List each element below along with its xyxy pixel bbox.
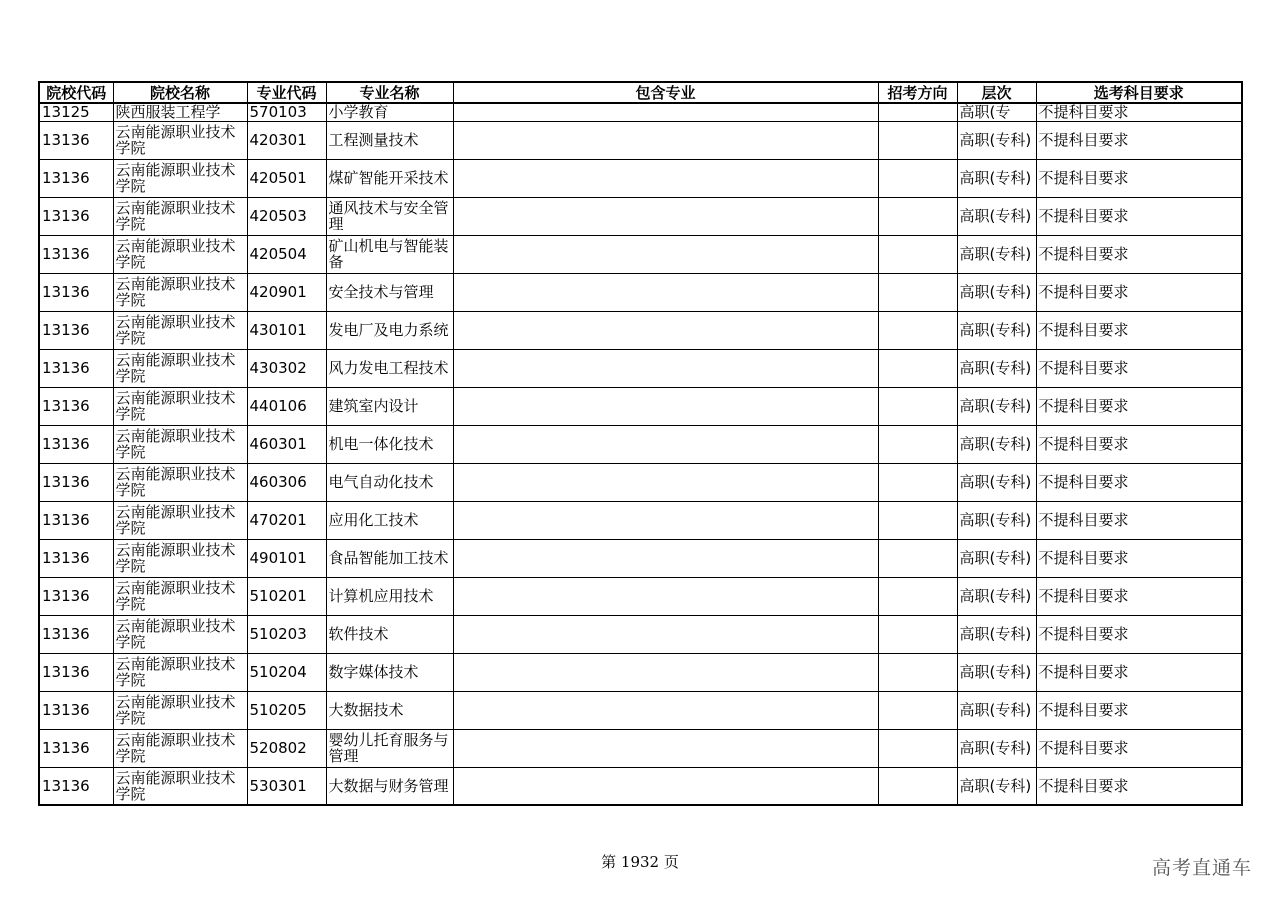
cell-direction <box>878 615 957 653</box>
cell-major-name: 大数据技术 <box>326 691 453 729</box>
cell-level: 高职(专科) <box>957 159 1036 197</box>
cell-included-majors <box>453 235 878 273</box>
cell-school-name: 陕西服装工程学 <box>113 103 247 121</box>
cell-level: 高职(专科) <box>957 501 1036 539</box>
cell-major-name: 建筑室内设计 <box>326 387 453 425</box>
cell-school-name: 云南能源职业技术学院 <box>113 235 247 273</box>
cell-school-name: 云南能源职业技术学院 <box>113 349 247 387</box>
cell-level: 高职(专科) <box>957 235 1036 273</box>
cell-school-name: 云南能源职业技术学院 <box>113 311 247 349</box>
cell-major-code: 510204 <box>247 653 326 691</box>
cell-major-name: 安全技术与管理 <box>326 273 453 311</box>
header-subject-requirement: 选考科目要求 <box>1036 82 1242 103</box>
cell-direction <box>878 463 957 501</box>
cell-school-name: 云南能源职业技术学院 <box>113 501 247 539</box>
cell-level: 高职(专科) <box>957 425 1036 463</box>
table-row <box>39 387 1242 425</box>
cell-major-code: 470201 <box>247 501 326 539</box>
cell-direction <box>878 349 957 387</box>
cell-included-majors <box>453 349 878 387</box>
cell-major-code: 420504 <box>247 235 326 273</box>
cell-major-code: 510205 <box>247 691 326 729</box>
cell-major-name: 婴幼儿托育服务与管理 <box>326 729 453 767</box>
table-row <box>39 425 1242 463</box>
cell-level: 高职(专科) <box>957 615 1036 653</box>
cell-school-code: 13136 <box>39 501 113 539</box>
cell-major-name: 小学教育 <box>326 103 453 121</box>
cell-major-code: 440106 <box>247 387 326 425</box>
table-row <box>39 197 1242 235</box>
cell-school-name: 云南能源职业技术学院 <box>113 159 247 197</box>
cell-school-code: 13136 <box>39 159 113 197</box>
cell-major-name: 大数据与财务管理 <box>326 767 453 805</box>
cell-major-name: 软件技术 <box>326 615 453 653</box>
cell-major-name: 风力发电工程技术 <box>326 349 453 387</box>
cell-major-code: 510201 <box>247 577 326 615</box>
table-row <box>39 121 1242 159</box>
cell-direction <box>878 729 957 767</box>
cell-level: 高职(专科) <box>957 729 1036 767</box>
cell-subject-requirement: 不提科目要求 <box>1036 653 1242 691</box>
cell-subject-requirement: 不提科目要求 <box>1036 235 1242 273</box>
cell-major-name: 数字媒体技术 <box>326 653 453 691</box>
cell-major-name: 发电厂及电力系统 <box>326 311 453 349</box>
table-row <box>39 349 1242 387</box>
cell-included-majors <box>453 311 878 349</box>
cell-direction <box>878 197 957 235</box>
cell-major-code: 430101 <box>247 311 326 349</box>
table-row <box>39 103 1242 121</box>
cell-school-name: 云南能源职业技术学院 <box>113 121 247 159</box>
cell-school-name: 云南能源职业技术学院 <box>113 615 247 653</box>
cell-included-majors <box>453 767 878 805</box>
cell-school-name: 云南能源职业技术学院 <box>113 425 247 463</box>
cell-school-code: 13136 <box>39 539 113 577</box>
cell-major-name: 机电一体化技术 <box>326 425 453 463</box>
cell-school-name: 云南能源职业技术学院 <box>113 577 247 615</box>
cell-direction <box>878 539 957 577</box>
cell-major-code: 420503 <box>247 197 326 235</box>
cell-major-code: 530301 <box>247 767 326 805</box>
header-row <box>39 82 1242 103</box>
cell-included-majors <box>453 387 878 425</box>
cell-subject-requirement: 不提科目要求 <box>1036 425 1242 463</box>
cell-school-code: 13136 <box>39 387 113 425</box>
table-row <box>39 691 1242 729</box>
table-row <box>39 501 1242 539</box>
cell-subject-requirement: 不提科目要求 <box>1036 577 1242 615</box>
cell-included-majors <box>453 159 878 197</box>
cell-major-code: 430302 <box>247 349 326 387</box>
page-number: 第 1932 页 <box>601 853 679 871</box>
cell-direction <box>878 767 957 805</box>
table-row <box>39 235 1242 273</box>
cell-direction <box>878 387 957 425</box>
cell-school-code: 13136 <box>39 349 113 387</box>
cell-included-majors <box>453 577 878 615</box>
cell-school-code: 13136 <box>39 729 113 767</box>
cell-school-code: 13136 <box>39 767 113 805</box>
table-row <box>39 729 1242 767</box>
cell-direction <box>878 691 957 729</box>
cell-subject-requirement: 不提科目要求 <box>1036 691 1242 729</box>
table-row <box>39 615 1242 653</box>
cell-subject-requirement: 不提科目要求 <box>1036 729 1242 767</box>
cell-major-code: 420501 <box>247 159 326 197</box>
cell-included-majors <box>453 615 878 653</box>
cell-school-name: 云南能源职业技术学院 <box>113 463 247 501</box>
cell-subject-requirement: 不提科目要求 <box>1036 311 1242 349</box>
cell-school-code: 13136 <box>39 425 113 463</box>
table-row <box>39 539 1242 577</box>
cell-subject-requirement: 不提科目要求 <box>1036 615 1242 653</box>
cell-level: 高职(专科) <box>957 691 1036 729</box>
cell-major-name: 通风技术与安全管理 <box>326 197 453 235</box>
cell-school-name: 云南能源职业技术学院 <box>113 729 247 767</box>
cell-school-name: 云南能源职业技术学院 <box>113 387 247 425</box>
cell-subject-requirement: 不提科目要求 <box>1036 463 1242 501</box>
cell-level: 高职(专 <box>957 103 1036 121</box>
cell-subject-requirement: 不提科目要求 <box>1036 197 1242 235</box>
cell-included-majors <box>453 273 878 311</box>
cell-major-code: 460306 <box>247 463 326 501</box>
cell-school-code: 13136 <box>39 577 113 615</box>
table-row <box>39 653 1242 691</box>
table-row <box>39 577 1242 615</box>
cell-school-name: 云南能源职业技术学院 <box>113 197 247 235</box>
header-included-majors: 包含专业 <box>453 82 878 103</box>
cell-major-name: 工程测量技术 <box>326 121 453 159</box>
admissions-table <box>38 81 1243 806</box>
cell-subject-requirement: 不提科目要求 <box>1036 121 1242 159</box>
cell-school-name: 云南能源职业技术学院 <box>113 539 247 577</box>
cell-school-code: 13136 <box>39 197 113 235</box>
cell-major-name: 食品智能加工技术 <box>326 539 453 577</box>
cell-level: 高职(专科) <box>957 273 1036 311</box>
cell-direction <box>878 103 957 121</box>
cell-included-majors <box>453 653 878 691</box>
cell-major-name: 电气自动化技术 <box>326 463 453 501</box>
cell-school-code: 13136 <box>39 273 113 311</box>
cell-school-name: 云南能源职业技术学院 <box>113 653 247 691</box>
table-row <box>39 311 1242 349</box>
cell-school-code: 13136 <box>39 121 113 159</box>
cell-school-name: 云南能源职业技术学院 <box>113 691 247 729</box>
table-row <box>39 159 1242 197</box>
header-level: 层次 <box>957 82 1036 103</box>
cell-level: 高职(专科) <box>957 121 1036 159</box>
cell-direction <box>878 235 957 273</box>
header-major-code: 专业代码 <box>247 82 326 103</box>
cell-level: 高职(专科) <box>957 349 1036 387</box>
table-row <box>39 463 1242 501</box>
cell-subject-requirement: 不提科目要求 <box>1036 349 1242 387</box>
table-row <box>39 767 1242 805</box>
cell-direction <box>878 311 957 349</box>
cell-included-majors <box>453 691 878 729</box>
cell-school-code: 13136 <box>39 311 113 349</box>
cell-direction <box>878 653 957 691</box>
cell-major-code: 490101 <box>247 539 326 577</box>
header-direction: 招考方向 <box>878 82 957 103</box>
cell-direction <box>878 501 957 539</box>
cell-school-code: 13136 <box>39 615 113 653</box>
cell-subject-requirement: 不提科目要求 <box>1036 501 1242 539</box>
cell-level: 高职(专科) <box>957 197 1036 235</box>
table-row <box>39 273 1242 311</box>
cell-major-name: 应用化工技术 <box>326 501 453 539</box>
cell-level: 高职(专科) <box>957 311 1036 349</box>
cell-school-code: 13136 <box>39 463 113 501</box>
cell-school-name: 云南能源职业技术学院 <box>113 273 247 311</box>
cell-included-majors <box>453 463 878 501</box>
cell-included-majors <box>453 103 878 121</box>
cell-subject-requirement: 不提科目要求 <box>1036 159 1242 197</box>
cell-subject-requirement: 不提科目要求 <box>1036 387 1242 425</box>
header-major-name: 专业名称 <box>326 82 453 103</box>
cell-included-majors <box>453 501 878 539</box>
cell-major-code: 460301 <box>247 425 326 463</box>
cell-school-code: 13136 <box>39 653 113 691</box>
cell-major-code: 420301 <box>247 121 326 159</box>
cell-level: 高职(专科) <box>957 653 1036 691</box>
cell-school-code: 13125 <box>39 103 113 121</box>
header-school-code: 院校代码 <box>39 82 113 103</box>
cell-major-name: 矿山机电与智能装备 <box>326 235 453 273</box>
cell-subject-requirement: 不提科目要求 <box>1036 767 1242 805</box>
cell-direction <box>878 273 957 311</box>
cell-direction <box>878 577 957 615</box>
cell-subject-requirement: 不提科目要求 <box>1036 103 1242 121</box>
cell-level: 高职(专科) <box>957 463 1036 501</box>
cell-included-majors <box>453 425 878 463</box>
cell-level: 高职(专科) <box>957 577 1036 615</box>
cell-major-code: 420901 <box>247 273 326 311</box>
cell-included-majors <box>453 121 878 159</box>
header-school-name: 院校名称 <box>113 82 247 103</box>
cell-direction <box>878 425 957 463</box>
cell-subject-requirement: 不提科目要求 <box>1036 273 1242 311</box>
cell-major-name: 计算机应用技术 <box>326 577 453 615</box>
cell-level: 高职(专科) <box>957 539 1036 577</box>
cell-major-code: 520802 <box>247 729 326 767</box>
cell-major-name: 煤矿智能开采技术 <box>326 159 453 197</box>
cell-included-majors <box>453 539 878 577</box>
cell-major-code: 510203 <box>247 615 326 653</box>
cell-included-majors <box>453 729 878 767</box>
cell-subject-requirement: 不提科目要求 <box>1036 539 1242 577</box>
cell-major-code: 570103 <box>247 103 326 121</box>
cell-level: 高职(专科) <box>957 387 1036 425</box>
cell-direction <box>878 121 957 159</box>
cell-school-code: 13136 <box>39 691 113 729</box>
cell-direction <box>878 159 957 197</box>
cell-school-code: 13136 <box>39 235 113 273</box>
cell-level: 高职(专科) <box>957 767 1036 805</box>
cell-included-majors <box>453 197 878 235</box>
cell-school-name: 云南能源职业技术学院 <box>113 767 247 805</box>
watermark-logo: 高考直通车 <box>1151 857 1252 879</box>
